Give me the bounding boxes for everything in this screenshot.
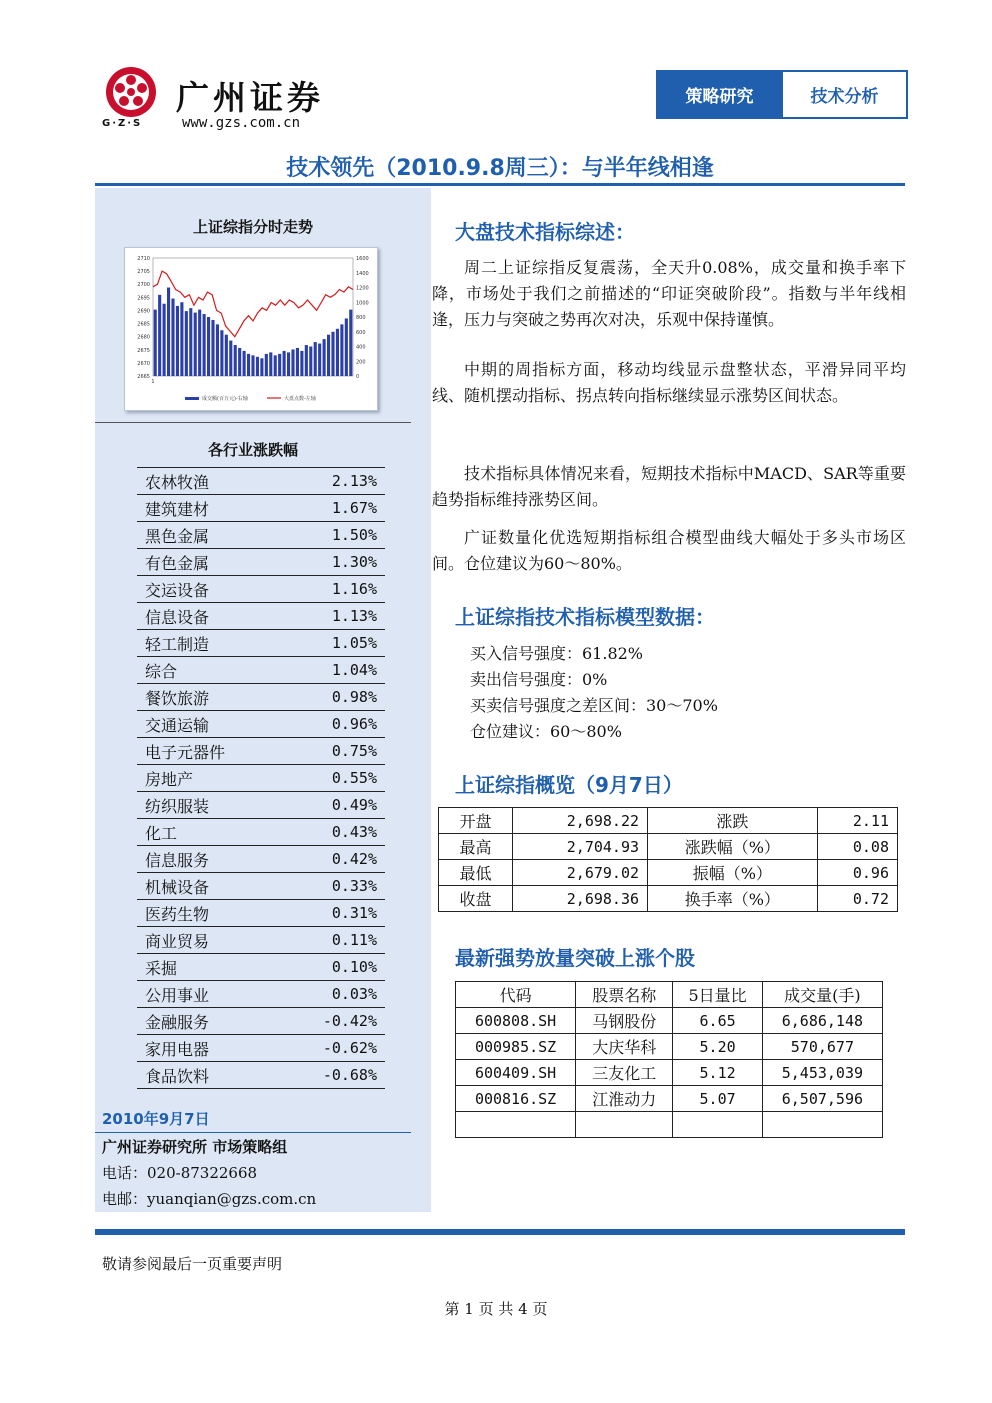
empty-cell [456, 1112, 576, 1138]
stock-name: 大庆华科 [576, 1034, 673, 1060]
volume-bar [176, 306, 179, 376]
volume-bar [251, 355, 254, 376]
y2-tick-label: 600 [356, 329, 366, 336]
industry-name: 综合 [137, 657, 280, 684]
y-tick-label: 2665 [137, 374, 150, 380]
volume-bar [278, 354, 281, 376]
volume-bar [229, 341, 232, 376]
stocks-column-header: 股票名称 [576, 982, 673, 1008]
stock-volume: 5,453,039 [762, 1060, 882, 1086]
volume-bar [340, 324, 343, 376]
industry-row [137, 522, 385, 549]
overview-value: 2.11 [817, 808, 897, 834]
industry-change: 2.13% [280, 468, 385, 495]
breakout-stocks-table [455, 981, 883, 1138]
volume-bar [296, 348, 299, 376]
section-title-index-overview: 上证综指概览（9月7日） [455, 773, 683, 797]
industry-change: 0.42% [280, 846, 385, 873]
volume-bar [349, 310, 352, 376]
volume-bar [185, 311, 188, 376]
stock-code: 600409.SH [456, 1060, 576, 1086]
stock-volume-ratio: 5.07 [673, 1086, 762, 1112]
industry-change: 1.30% [280, 549, 385, 576]
volume-bar [323, 339, 326, 376]
footer-divider [95, 1229, 905, 1235]
industry-change: 1.16% [280, 576, 385, 603]
volume-bar [345, 318, 348, 376]
industry-change: 0.10% [280, 954, 385, 981]
page-title: 技术领先（2010.9.8周三）：与半年线相逢 [286, 156, 714, 181]
industry-row [137, 981, 385, 1008]
volume-bar [207, 317, 210, 376]
volume-bar [167, 288, 170, 377]
overview-label: 开盘 [439, 808, 513, 834]
paragraph: 周二上证综指反复震荡，全天升0.08%，成交量和换手率下降，市场处于我们之前描述的“印证突破阶段”。指数与半年线相逢，压力与突破之势再次对决，乐观中保持谨慎。 [432, 258, 906, 329]
page-number: 第 1 页 共 4 页 [444, 1300, 548, 1318]
y2-tick-label: 0 [356, 374, 360, 380]
industry-row [137, 1008, 385, 1035]
intraday-chart [124, 247, 378, 411]
volume-bar [234, 345, 237, 376]
volume-bar [274, 355, 277, 376]
overview-label: 涨跌幅（%） [648, 834, 818, 860]
industry-change: 1.05% [280, 630, 385, 657]
empty-cell [673, 1112, 762, 1138]
industry-row [137, 846, 385, 873]
volume-bar [318, 344, 321, 376]
volume-bar [300, 351, 303, 376]
stock-row [456, 1060, 883, 1086]
volume-bar [305, 345, 308, 376]
volume-bar [189, 308, 192, 376]
y2-tick-label: 1600 [356, 256, 369, 262]
empty-cell [576, 1112, 673, 1138]
volume-bar [163, 304, 166, 376]
industry-name: 采掘 [137, 954, 280, 981]
overview-row [439, 834, 898, 860]
stock-code: 000985.SZ [456, 1034, 576, 1060]
volume-bar [203, 314, 206, 376]
industry-name: 房地产 [137, 765, 280, 792]
volume-bar [171, 299, 174, 376]
contact-phone: 电话：020-87322668 [102, 1164, 258, 1182]
y-tick-label: 2680 [137, 334, 150, 341]
industry-name: 建筑建材 [137, 495, 280, 522]
signal-buy: 买入信号强度：61.82% [470, 644, 644, 663]
industry-change: 0.11% [280, 927, 385, 954]
volume-bar [154, 310, 157, 376]
volume-bar [269, 352, 272, 376]
overview-label: 收盘 [439, 886, 513, 912]
stock-row [456, 1034, 883, 1060]
position-advice: 仓位建议：60～80% [470, 722, 622, 741]
industry-row [137, 684, 385, 711]
volume-bar [225, 335, 228, 376]
industry-name: 家用电器 [137, 1035, 280, 1062]
overview-value: 0.08 [817, 834, 897, 860]
industry-name: 信息服务 [137, 846, 280, 873]
contact-email: 电邮：yuanqian@gzs.com.cn [102, 1190, 317, 1208]
volume-bar [158, 295, 161, 376]
industry-change: 1.50% [280, 522, 385, 549]
y2-tick-label: 200 [356, 359, 366, 366]
industry-change: 0.98% [280, 684, 385, 711]
volume-bar [211, 320, 214, 376]
y-tick-label: 2690 [137, 308, 150, 315]
industry-name: 纺织服装 [137, 792, 280, 819]
volume-bar [327, 335, 330, 376]
industry-row [137, 495, 385, 522]
disclaimer-note: 敬请参阅最后一页重要声明 [102, 1255, 283, 1273]
industry-row [137, 630, 385, 657]
industry-name: 交运设备 [137, 576, 280, 603]
stocks-header-row [456, 982, 883, 1008]
stock-volume-ratio: 5.20 [673, 1034, 762, 1060]
industry-row [137, 657, 385, 684]
overview-label: 最高 [439, 834, 513, 860]
stock-code: 600808.SH [456, 1008, 576, 1034]
industry-name: 黑色金属 [137, 522, 280, 549]
volume-bar [220, 330, 223, 376]
industry-row [137, 738, 385, 765]
industry-row [137, 576, 385, 603]
y2-tick-label: 1000 [356, 300, 369, 307]
overview-value: 2,679.02 [513, 860, 648, 886]
industry-row [137, 819, 385, 846]
x-tick-label: 1 [151, 379, 155, 385]
industry-row [137, 765, 385, 792]
y2-tick-label: 400 [356, 344, 366, 351]
report-tags [656, 70, 908, 119]
company-logo [100, 66, 162, 118]
volume-bar [260, 358, 263, 376]
industry-name: 化工 [137, 819, 280, 846]
industry-name: 医药生物 [137, 900, 280, 927]
tag-technical-analysis: 技术分析 [781, 72, 906, 117]
tag-strategy-research: 策略研究 [658, 72, 781, 117]
paragraph: 技术指标具体情况来看，短期技术指标中MACD、SAR等重要趋势指标维持涨势区间。 [432, 464, 906, 509]
industry-change: -0.62% [280, 1035, 385, 1062]
volume-bar [309, 347, 312, 377]
volume-bar [314, 342, 317, 376]
industry-name: 电子元器件 [137, 738, 280, 765]
overview-label: 涨跌 [648, 808, 818, 834]
industry-name: 公用事业 [137, 981, 280, 1008]
industry-row [137, 900, 385, 927]
y-tick-label: 2710 [137, 256, 150, 262]
stock-row [456, 1008, 883, 1034]
volume-bar [238, 348, 241, 376]
signal-diff: 买卖信号强度之差区间：30～70% [470, 696, 718, 715]
paragraph: 广证数量化优选短期指标组合模型曲线大幅处于多头市场区间。仓位建议为60～80%。 [432, 528, 906, 573]
industry-change: 1.04% [280, 657, 385, 684]
volume-bar [265, 354, 268, 376]
industry-row [137, 468, 385, 495]
industry-change: 0.33% [280, 873, 385, 900]
industry-change-table [137, 467, 385, 1089]
sidebar-divider [95, 422, 411, 423]
y-tick-label: 2670 [137, 360, 150, 367]
industry-name: 金融服务 [137, 1008, 280, 1035]
legend-label-volume: 成交额(百万元)-右轴 [202, 396, 248, 402]
industry-table-heading: 各行业涨跌幅 [207, 441, 298, 459]
section-title-breakout-stocks: 最新强势放量突破上涨个股 [455, 946, 695, 970]
brand-url: www.gzs.com.cn [182, 115, 301, 131]
title-divider [95, 183, 905, 186]
legend-swatch-volume [185, 397, 199, 400]
report-date: 2010年9月7日 [102, 1110, 210, 1128]
volume-bar [243, 351, 246, 376]
volume-bar [331, 332, 334, 376]
industry-row [137, 711, 385, 738]
industry-name: 农林牧渔 [137, 468, 280, 495]
industry-change: 0.96% [280, 711, 385, 738]
industry-change: 0.49% [280, 792, 385, 819]
industry-row [137, 954, 385, 981]
industry-row [137, 792, 385, 819]
industry-change: 0.43% [280, 819, 385, 846]
industry-change: 0.75% [280, 738, 385, 765]
industry-name: 信息设备 [137, 603, 280, 630]
volume-bar [256, 357, 259, 376]
stocks-column-header: 成交量(手) [762, 982, 882, 1008]
overview-row [439, 886, 898, 912]
stock-volume-ratio: 6.65 [673, 1008, 762, 1034]
volume-bar [180, 302, 183, 376]
section-title-model-data: 上证综指技术指标模型数据： [455, 605, 715, 629]
stock-volume-ratio: 5.12 [673, 1060, 762, 1086]
industry-change: -0.68% [280, 1062, 385, 1089]
signal-sell: 卖出信号强度：0% [470, 670, 608, 689]
brand-name: 广州证券 [176, 78, 324, 117]
volume-bar [247, 354, 250, 376]
industry-row [137, 927, 385, 954]
industry-change: 0.55% [280, 765, 385, 792]
overview-label: 换手率（%） [648, 886, 818, 912]
stock-name: 江淮动力 [576, 1086, 673, 1112]
paragraph: 中期的周指标方面，移动均线显示盘整状态，平滑异同平均线、随机摆动指标、拐点转向指标继续显示涨势区间状态。 [432, 360, 906, 405]
overview-value: 0.96 [817, 860, 897, 886]
y-tick-label: 2675 [137, 347, 150, 354]
overview-value: 2,698.36 [513, 886, 648, 912]
stock-code: 000816.SZ [456, 1086, 576, 1112]
sidebar-divider [95, 1132, 411, 1133]
industry-name: 机械设备 [137, 873, 280, 900]
overview-value: 2,698.22 [513, 808, 648, 834]
industry-change: 0.31% [280, 900, 385, 927]
author-org: 广州证券研究所 市场策略组 [102, 1138, 288, 1156]
industry-name: 食品饮料 [137, 1062, 280, 1089]
y-tick-label: 2695 [137, 295, 150, 302]
overview-row [439, 808, 898, 834]
industry-row [137, 603, 385, 630]
industry-row [137, 1062, 385, 1089]
legend-label-index: 大盘点数-左轴 [284, 396, 316, 402]
y-tick-label: 2705 [137, 269, 150, 276]
stock-row-empty [456, 1112, 883, 1138]
overview-value: 2,704.93 [513, 834, 648, 860]
stock-name: 三友化工 [576, 1060, 673, 1086]
industry-name: 交通运输 [137, 711, 280, 738]
y2-tick-label: 800 [356, 315, 366, 321]
industry-change: 1.67% [280, 495, 385, 522]
overview-label: 振幅（%） [648, 860, 818, 886]
overview-row [439, 860, 898, 886]
industry-name: 轻工制造 [137, 630, 280, 657]
intraday-chart-svg [125, 248, 377, 410]
volume-bar [336, 329, 339, 376]
industry-change: 0.03% [280, 981, 385, 1008]
stock-row [456, 1086, 883, 1112]
empty-cell [762, 1112, 882, 1138]
industry-name: 商业贸易 [137, 927, 280, 954]
volume-bar [291, 349, 294, 376]
stock-volume: 570,677 [762, 1034, 882, 1060]
volume-bar [198, 310, 201, 376]
y2-tick-label: 1200 [356, 285, 369, 292]
industry-row [137, 873, 385, 900]
industry-name: 有色金属 [137, 549, 280, 576]
industry-change: -0.42% [280, 1008, 385, 1035]
industry-row [137, 1035, 385, 1062]
y-tick-label: 2685 [137, 321, 150, 328]
stocks-column-header: 代码 [456, 982, 576, 1008]
volume-bar [194, 313, 197, 376]
stocks-column-header: 5日量比 [673, 982, 762, 1008]
overview-label: 最低 [439, 860, 513, 886]
y2-tick-label: 1400 [356, 270, 369, 277]
industry-name: 餐饮旅游 [137, 684, 280, 711]
stock-volume: 6,507,596 [762, 1086, 882, 1112]
y-tick-label: 2700 [137, 282, 150, 289]
stock-volume: 6,686,148 [762, 1008, 882, 1034]
stock-name: 马钢股份 [576, 1008, 673, 1034]
section-title-market-overview: 大盘技术指标综述： [455, 220, 635, 244]
overview-value: 0.72 [817, 886, 897, 912]
intraday-chart-heading: 上证综指分时走势 [192, 218, 313, 236]
volume-bar [283, 351, 286, 376]
volume-bar [287, 352, 290, 376]
industry-row [137, 549, 385, 576]
industry-change: 1.13% [280, 603, 385, 630]
index-overview-table [438, 807, 898, 912]
volume-bar [216, 324, 219, 376]
brand-abbreviation: G·Z·S [102, 118, 143, 129]
